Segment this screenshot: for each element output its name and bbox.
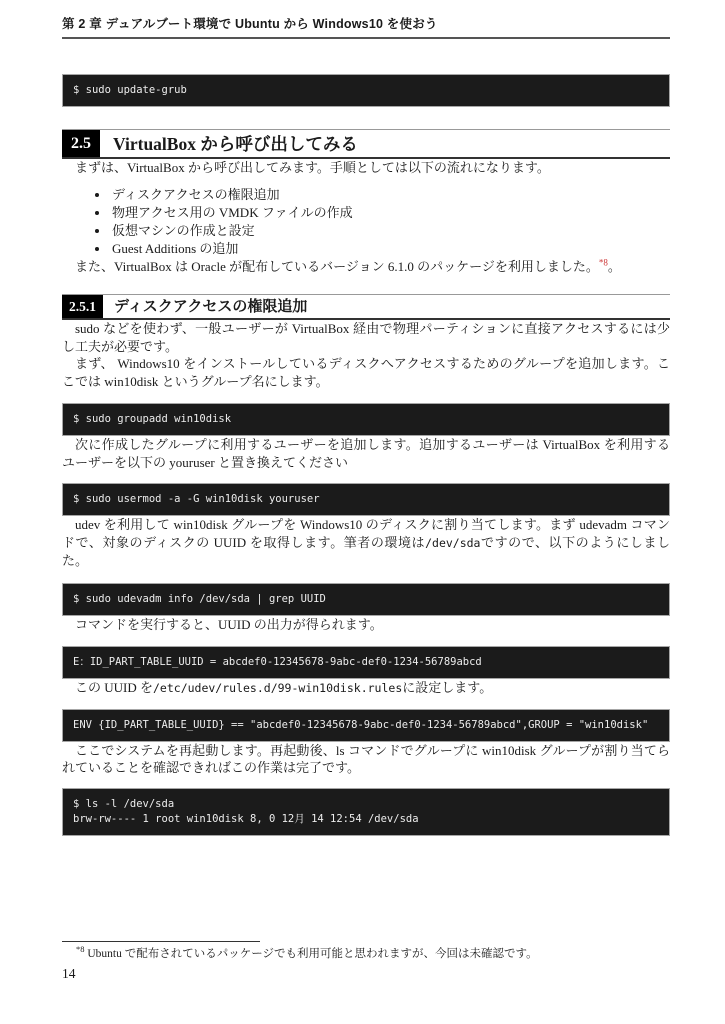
code-block-udevadm xyxy=(62,583,670,616)
code-line: brw-rw---- 1 root win10disk 8, 0 12月 14 12:54 /dev/sda xyxy=(73,812,419,825)
steps-list xyxy=(62,186,670,258)
code-line: $ sudo udevadm info /dev/sda | grep UUID xyxy=(73,592,326,605)
section-heading-2-5 xyxy=(62,129,670,159)
code-line: $ sudo groupadd win10disk xyxy=(73,413,232,425)
code-line: $ sudo update-grub xyxy=(73,84,187,96)
paragraph-user-add: 次に作成したグループに利用するユーザーを追加します。追加するユーザーは VirtualBox を利用するユーザーを以下の youruser と置き換えてください xyxy=(62,437,670,470)
paragraph-text: この UUID を xyxy=(75,680,153,695)
code-line: $ ls -l /dev/sda xyxy=(73,797,175,810)
section-number-badge: 2.5 xyxy=(62,130,100,157)
footnote-body: Ubuntu で配布されているパッケージでも利用可能と思われますが、今回は未確認です。 xyxy=(84,948,538,960)
code-block-groupadd xyxy=(62,403,670,436)
header-rule xyxy=(62,37,670,39)
running-header: 第 2 章 デュアルブート環境で Ubuntu から Windows10 を使おう xyxy=(62,17,438,31)
footnote-reference-link[interactable]: *8 xyxy=(598,257,608,268)
inline-code-path: /dev/sda xyxy=(425,535,481,550)
footnote-area xyxy=(62,941,670,962)
inline-code-path: /etc/udev/rules.d/99-win10disk.rules xyxy=(153,681,403,695)
code-line: ENV {ID_PART_TABLE_UUID} == "abcdef0-12345678-9abc-def0-1234-56789abcd",GROUP = "win10disk" xyxy=(73,718,649,731)
footnote-marker: *8 xyxy=(76,944,85,955)
code-block-uuid-output xyxy=(62,646,670,679)
section-number-badge: 2.5.1 xyxy=(62,295,103,318)
paragraph-reboot: ここでシステムを再起動します。再起動後、ls コマンドでグループに win10disk グループが割り当てられていることを確認できればこの作業は完了です。 xyxy=(62,742,670,775)
paragraph-text: 。 xyxy=(607,258,621,274)
paragraph-text: udev を利用して win10disk グループを Windows10 のディスクに割り当てします。まず udevadm コマンドで、対象のディスクの UUID を取得します。筆者の環境は xyxy=(62,517,670,550)
paragraph-group-add: まず、 Windows10 をインストールしているディスクへアクセスするためのグループを追加します。ここでは win10disk というグループ名にします。 xyxy=(62,356,670,389)
footnote-text xyxy=(62,944,670,962)
section-heading-2-5-1 xyxy=(62,294,670,320)
list-item: • 仮想マシンの作成と設定 xyxy=(110,222,670,240)
code-block-udev-rule xyxy=(62,709,670,742)
code-block-usermod xyxy=(62,483,670,516)
paragraph-text: また、VirtualBox は Oracle が配布しているバージョン 6.1.0 のパッケージを利用しました。 xyxy=(75,258,599,274)
list-item: • Guest Additions の追加 xyxy=(110,240,670,258)
paragraph-text: ですので、以下のようにしました。 xyxy=(62,534,670,568)
paragraph-command-result: コマンドを実行すると、UUID の出力が得られます。 xyxy=(75,616,383,632)
paragraph-intro: まずは、VirtualBox から呼び出してみます。手順としては以下の流れになります。 xyxy=(75,160,550,175)
code-line: E：ID_PART_TABLE_UUID = abcdef0-12345678-9abc-def0-1234-56789abcd xyxy=(73,656,482,668)
footnote-rule xyxy=(62,941,260,942)
paragraph-oracle xyxy=(62,258,670,276)
page-content xyxy=(62,0,670,836)
code-line: $ sudo usermod -a -G win10disk youruser xyxy=(73,493,320,505)
section-title: ディスクアクセスの権限追加 xyxy=(114,298,308,315)
code-block-update-grub xyxy=(62,74,670,107)
section-title: VirtualBox から呼び出してみる xyxy=(113,134,358,154)
list-item: • ディスクアクセスの権限追加 xyxy=(110,186,670,204)
code-block-ls-output xyxy=(62,788,670,836)
paragraph-sudo-note: sudo などを使わず、一般ユーザーが VirtualBox 経由で物理パーティションに直接アクセスするには少し工夫が必要です。 xyxy=(62,321,670,354)
paragraph-udev xyxy=(62,516,670,570)
page-number: 14 xyxy=(62,966,76,981)
paragraph-uuid-rules xyxy=(62,679,670,698)
list-item: • 物理アクセス用の VMDK ファイルの作成 xyxy=(110,204,670,222)
paragraph-text: に設定します。 xyxy=(402,680,493,695)
